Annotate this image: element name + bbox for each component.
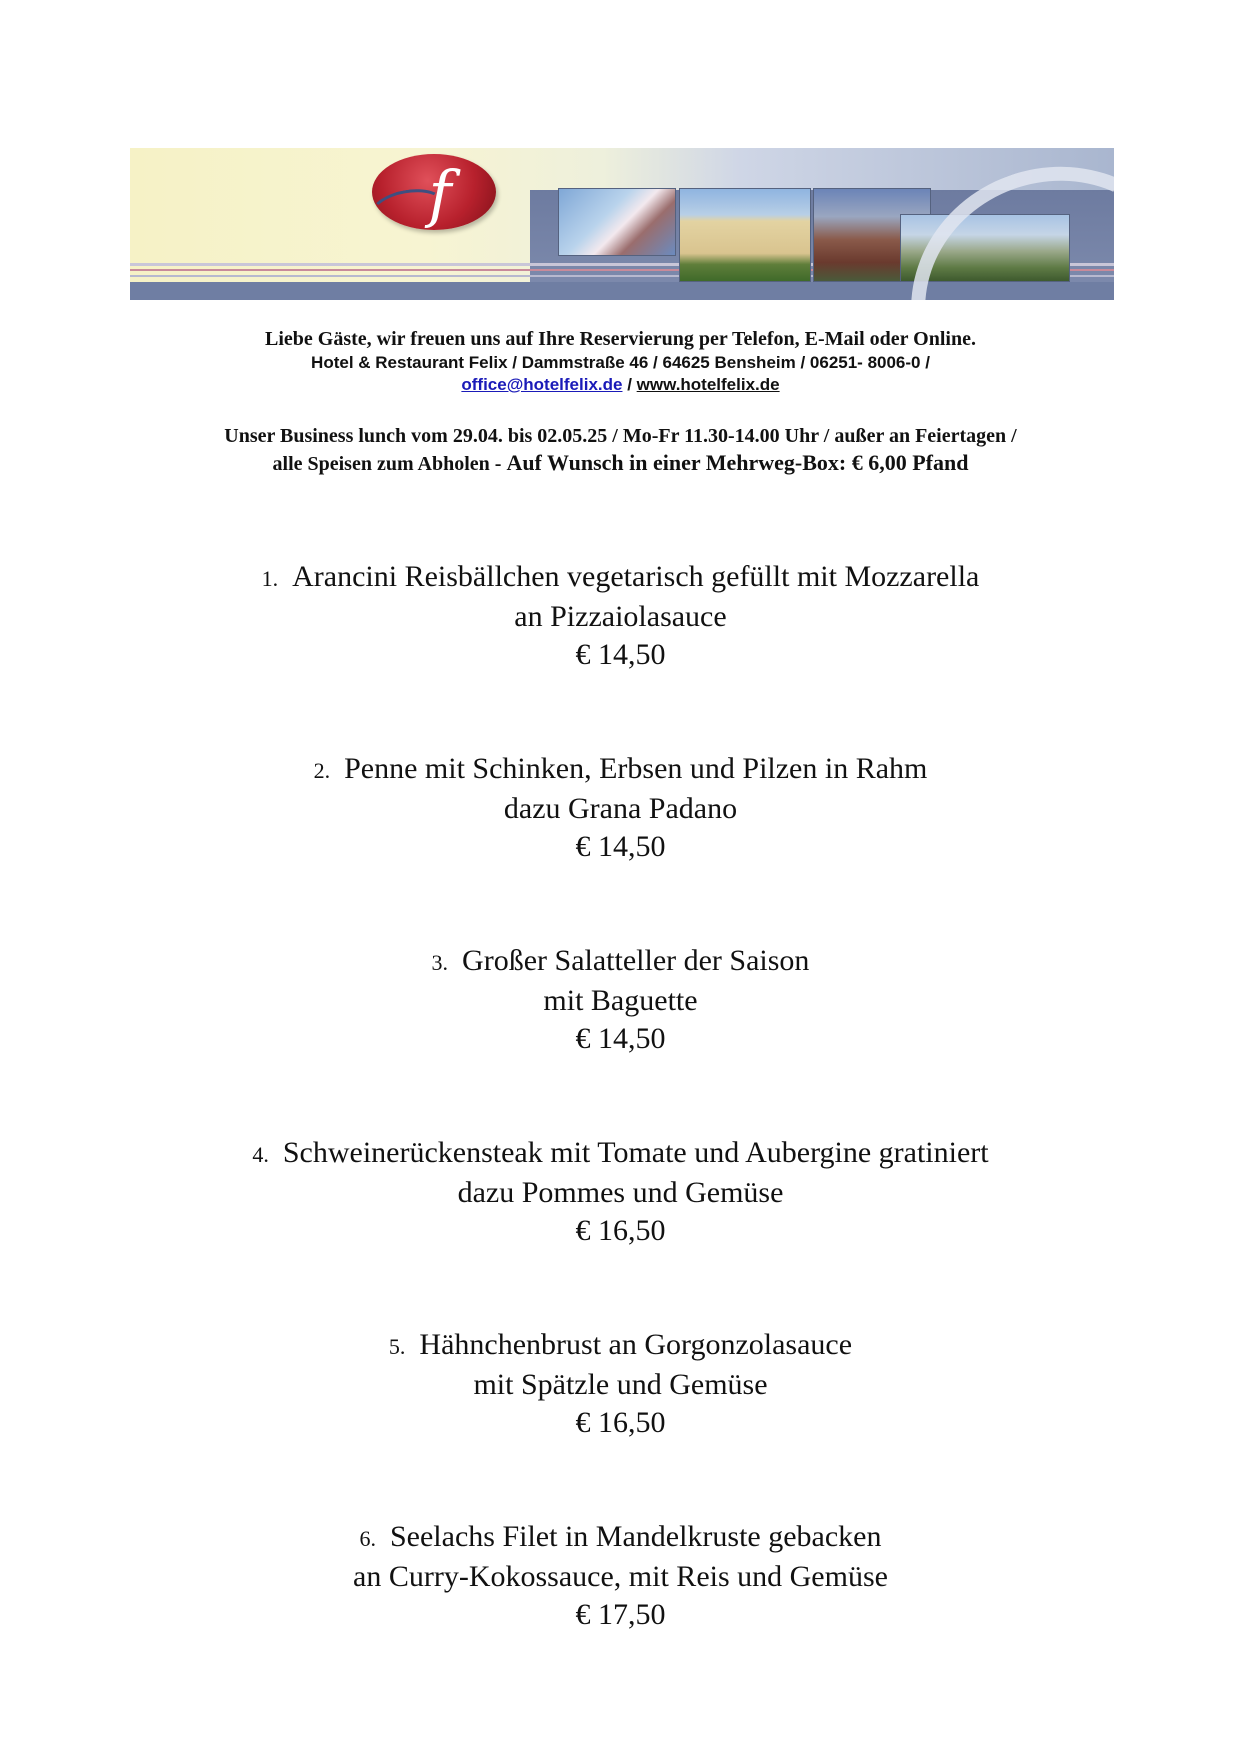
item-side: mit Spätzle und Gemüse	[473, 1368, 768, 1401]
item-side: an Pizzaiolasauce	[514, 600, 727, 633]
website-link[interactable]: www.hotelfelix.de	[636, 375, 780, 394]
pickup-info	[0, 449, 1241, 478]
menu-item-6	[0, 1518, 1241, 1634]
menu-item-4	[0, 1134, 1241, 1250]
menu-item-2	[0, 750, 1241, 866]
item-title: Schweinerückensteak mit Tomate und Aubergine gratiniert	[282, 1136, 989, 1169]
item-number: 2.	[313, 758, 331, 783]
contact-line	[0, 374, 1241, 396]
menu-item-5	[0, 1326, 1241, 1442]
item-title: Arancini Reisbällchen vegetarisch gefüllt mit Mozzarella	[292, 560, 980, 593]
greeting-line: Liebe Gäste, wir freuen uns auf Ihre Reservierung per Telefon, E-Mail oder Online.	[265, 328, 976, 350]
header-banner	[130, 148, 1114, 300]
pickup-box-info: Auf Wunsch in einer Mehrweg-Box: € 6,00 Pfand	[506, 450, 969, 475]
item-side: dazu Pommes und Gemüse	[457, 1176, 784, 1209]
address-line: Hotel & Restaurant Felix / Dammstraße 46 / 64625 Bensheim / 06251- 8006-0 /	[311, 353, 930, 372]
email-link[interactable]: office@hotelfelix.de	[461, 375, 623, 394]
logo-letter: f	[428, 157, 452, 230]
contact-separator: /	[622, 375, 637, 394]
item-side: dazu Grana Padano	[503, 792, 738, 825]
item-title: Seelachs Filet in Mandelkruste gebacken	[389, 1520, 882, 1553]
business-lunch-info: Unser Business lunch vom 29.04. bis 02.05.25 / Mo-Fr 11.30-14.00 Uhr / außer an Feiertagen /	[224, 425, 1017, 447]
hotel-photo	[679, 188, 811, 282]
item-price: € 14,50	[575, 830, 666, 863]
item-title: Penne mit Schinken, Erbsen und Pilzen in Rahm	[344, 752, 928, 785]
item-price: € 17,50	[575, 1598, 666, 1631]
item-price: € 16,50	[575, 1214, 666, 1247]
item-price: € 14,50	[575, 1022, 666, 1055]
pickup-prefix: alle Speisen zum Abholen -	[272, 453, 507, 475]
menu-item-1	[0, 558, 1241, 674]
item-side: mit Baguette	[543, 984, 698, 1017]
item-price: € 16,50	[575, 1406, 666, 1439]
item-side: an Curry-Kokossauce, mit Reis und Gemüse	[353, 1560, 888, 1593]
item-number: 1.	[261, 566, 279, 591]
item-price: € 14,50	[575, 638, 666, 671]
menu-item-3	[0, 942, 1241, 1058]
item-number: 4.	[252, 1142, 269, 1167]
item-number: 6.	[359, 1526, 376, 1551]
item-number: 5.	[388, 1334, 406, 1359]
item-title: Großer Salatteller der Saison	[462, 944, 810, 977]
blossom-photo	[558, 188, 676, 256]
item-title: Hähnchenbrust an Gorgonzolasauce	[419, 1328, 853, 1361]
item-number: 3.	[431, 950, 449, 975]
